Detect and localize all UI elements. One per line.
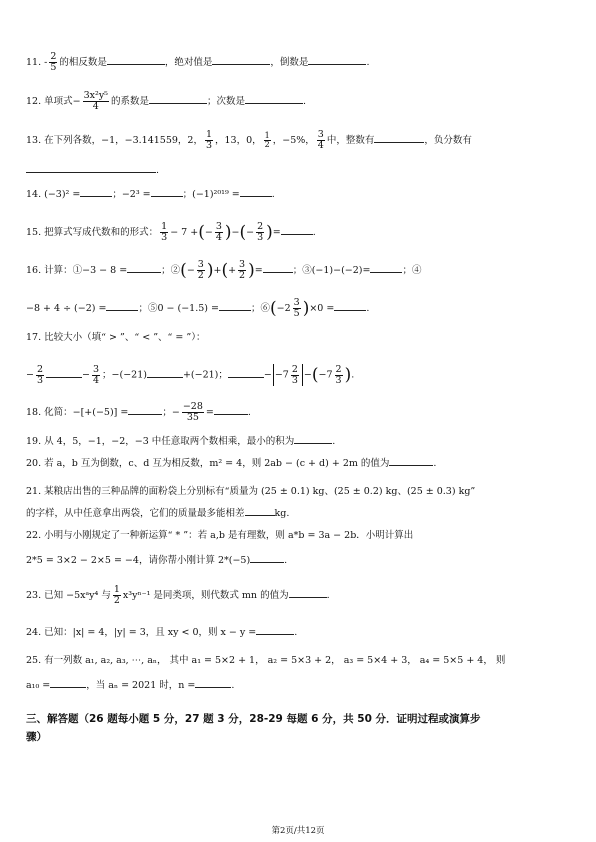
fraction: $\frac{1}{2}$: [264, 131, 270, 149]
question-15: 15. 把算式写成代数和的形式： $\frac{1}{3}$ − 7 +(− $\frac{3}{4}$ )−(− $\frac{2}{3}$ )= .: [26, 221, 316, 243]
fraction: $\frac{-28}{35}$: [182, 401, 203, 423]
answer-blank[interactable]: [80, 186, 112, 197]
answer-blank[interactable]: [127, 262, 161, 273]
fraction: $\frac{1}{3}$: [161, 221, 168, 243]
answer-blank[interactable]: [219, 300, 251, 311]
question-21-line-2: 的字样，从中任意拿出两袋，它们的质量最多能相差 kg.: [26, 505, 572, 522]
answer-blank[interactable]: [374, 132, 424, 143]
answer-blank[interactable]: [46, 367, 82, 378]
fraction: $\frac{3}{5}$: [293, 297, 300, 319]
answer-blank[interactable]: [256, 624, 294, 635]
answer-blank[interactable]: [212, 54, 270, 65]
answer-blank[interactable]: [294, 433, 332, 444]
answer-blank[interactable]: [250, 552, 284, 563]
page-footer: 第2页/共12页: [271, 826, 325, 836]
question-16-line-2: −8 + 4 ÷ (−2) = ；⑤0 − (−1.5) = ；⑥(−2 $\frac{3}{5}$ )×0 = .: [26, 297, 370, 319]
answer-blank[interactable]: [195, 677, 231, 688]
question-16-line-1: 16. 计算：①−3 − 8 = ；②(− $\frac{3}{2}$ )+(+ $\frac{3}{2}$ )= ；③(−1)−(−2)= ；④: [26, 259, 422, 281]
fraction: $\frac{2}{3}$: [291, 363, 298, 386]
fraction: $\frac{2}{5}$: [50, 51, 57, 73]
answer-blank[interactable]: [263, 262, 293, 273]
fraction: $\frac{3}{4}$: [92, 363, 100, 386]
answer-blank[interactable]: [240, 186, 272, 197]
fraction: $\frac{2}{3}$: [36, 363, 44, 386]
answer-blank[interactable]: [128, 404, 162, 415]
answer-blank[interactable]: [228, 367, 264, 378]
answer-blank[interactable]: [106, 300, 138, 311]
answer-blank[interactable]: [151, 186, 183, 197]
fraction: $\frac{1}{2}$: [113, 584, 120, 606]
question-23: 23. 已知 −5xᵃy⁴ 与 $\frac{1}{2}$ x³yⁿ⁻¹ 是同类项，则代数式 mn 的值为 .: [26, 584, 330, 606]
question-17-line-1: 17. 比较大小（填“ > ”、“ < ”、“ = ”）：: [26, 332, 206, 343]
question-25-line-2: a₁₀ = ，当 aₙ = 2021 时，n = .: [26, 677, 572, 694]
answer-blank[interactable]: [107, 54, 165, 65]
fraction: $\frac{3}{2}$: [197, 259, 204, 281]
answer-blank[interactable]: [289, 587, 327, 598]
answer-blank[interactable]: [214, 404, 248, 415]
fraction: $\frac{3}{4}$: [215, 221, 222, 243]
answer-blank[interactable]: [245, 505, 275, 516]
question-13-line-2: .: [26, 162, 572, 179]
fraction: $\frac{2}{3}$: [335, 363, 342, 386]
answer-blank[interactable]: [50, 677, 86, 688]
answer-blank[interactable]: [147, 367, 183, 378]
answer-blank[interactable]: [334, 300, 366, 311]
question-25-line-1: 25. 有一列数 a₁, a₂, a₃, ⋯, aₙ， 其中 a₁ = 5×2 + 1， a₂ = 5×3 + 2， a₃ = 5×4 + 3， a₄ = 5×5 + 4， 则: [26, 655, 506, 666]
answer-blank[interactable]: [26, 162, 156, 173]
section-heading-line-1: 三、解答题（26 题每小题 5 分，27 题 3 分，28-29 每题 6 分，共 50 分．证明过程或演算步: [26, 713, 481, 725]
question-22-line-1: 22. 小明与小刚规定了一种新运算“ * ”：若 a,b 是有理数，则 a*b = 3a − 2b．小明计算出: [26, 530, 414, 541]
question-20: 20. 若 a，b 互为倒数，c、d 互为相反数，m² = 4，则 2ab − (c + d) + 2m 的值为 .: [26, 455, 572, 472]
question-19: 19. 从 4，5，−1，−2，−3 中任意取两个数相乘，最小的积为 .: [26, 433, 572, 450]
question-12: 12. 单项式− $\frac{\text{3x²y⁵}}{4}$ 的系数是 ；次数是 .: [26, 90, 307, 112]
answer-blank[interactable]: [245, 93, 303, 104]
question-14: 14. (−3)² = ；−2³ = ；(−1)²⁰¹⁹ = .: [26, 186, 572, 203]
fraction: $\frac{1}{3}$: [205, 129, 213, 151]
fraction: $\frac{2}{3}$: [257, 221, 264, 243]
question-17-line-2: − $\frac{2}{3}$ − $\frac{3}{4}$ ；−(−21) +(−21)； − −7 $\frac{2}{3}$ −(−7 $\frac{2}{3}$ ).: [26, 363, 355, 386]
fraction: $\frac{3}{2}$: [239, 259, 246, 281]
question-13-line-1: 13. 在下列各数，−1，−3.141559，2， $\frac{1}{3}$ ，13，0， $\frac{1}{2}$ ，−5%， $\frac{3}{4}$ 中，整数有 ，负分数有: [26, 129, 472, 151]
fraction: $\frac{3}{4}$: [317, 129, 324, 151]
fraction: $\frac{\text{3x²y⁵}}{4}$: [83, 90, 108, 112]
question-18: 18. 化简：−[+(−5)] = ；− $\frac{-28}{35}$ = .: [26, 401, 251, 423]
answer-blank[interactable]: [281, 224, 313, 235]
question-21-line-1: 21. 某粮店出售的三种品牌的面粉袋上分别标有“质量为 (25 ± 0.1) kg、(25 ± 0.2) kg、(25 ± 0.3) kg”: [26, 486, 476, 497]
section-heading-line-2: 骤）: [26, 731, 47, 743]
question-11: 11. - $\frac{2}{5}$ 的相反数是 ，绝对值是 ，倒数是 .: [26, 51, 370, 73]
answer-blank[interactable]: [149, 93, 207, 104]
answer-blank[interactable]: [370, 262, 402, 273]
answer-blank[interactable]: [389, 455, 433, 466]
question-24: 24. 已知：|x| = 4，|y| = 3，且 xy < 0，则 x − y = .: [26, 624, 572, 641]
question-22-line-2: 2*5 = 3×2 − 2×5 = −4，请你帮小刚计算 2*(−5) .: [26, 552, 572, 569]
answer-blank[interactable]: [308, 54, 366, 65]
